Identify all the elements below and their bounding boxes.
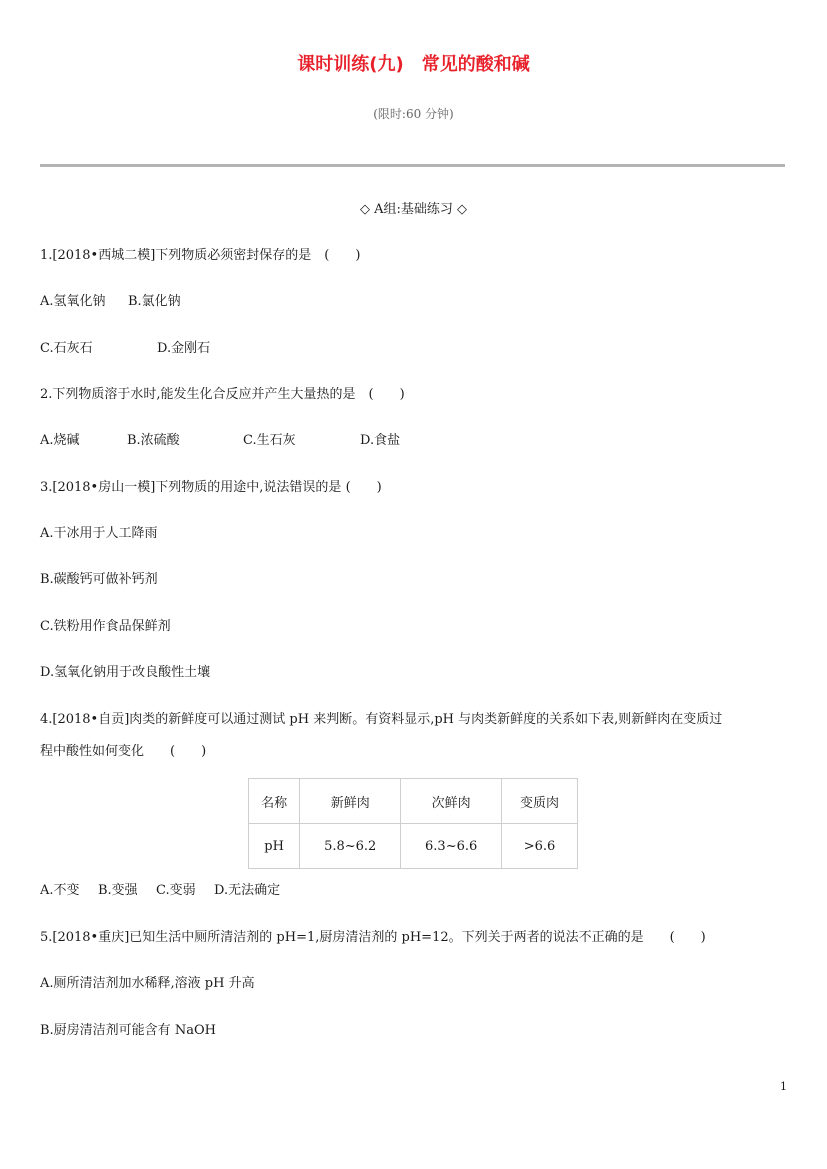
question-2-option-d: D.食盐 [360,433,401,448]
question-2-options [40,429,540,447]
table-header-cell: 变质肉 [502,779,578,824]
table-header-row [249,779,578,824]
question-4-stem-line2: 程中酸性如何变化 ( ) [40,744,207,759]
question-3-option-c: C.铁粉用作食品保鲜剂 [40,619,171,634]
question-4-option-b: B.变强 [98,883,138,898]
question-2-option-b: B.浓硫酸 [127,433,180,448]
table-header-cell: 次鲜肉 [401,779,502,824]
question-2-stem: 2.下列物质溶于水时,能发生化合反应并产生大量热的是 ( ) [40,387,405,402]
table-header-cell: 新鲜肉 [300,779,401,824]
question-1-options-row1 [40,290,440,308]
table-cell: >6.6 [502,824,578,869]
question-1-option-d: D.金刚石 [157,341,211,356]
question-1-option-b: B.氯化钠 [128,294,181,309]
question-1-stem: 1.[2018•西城二模]下列物质必须密封保存的是 ( ) [40,248,361,263]
group-a-heading: ◇ A组:基础练习 ◇ [359,202,468,217]
table-cell: 5.8~6.2 [300,824,401,869]
ph-freshness-table [248,778,578,869]
question-4-option-a: A.不变 [40,883,80,898]
table-header-cell: 名称 [249,779,300,824]
question-2-option-c: C.生石灰 [243,433,296,448]
question-5-stem: 5.[2018•重庆]已知生活中厕所清洁剂的 pH=1,厨房清洁剂的 pH=12。下列关于两者的说法不正确的是 ( ) [40,930,706,945]
time-limit: (限时:60 分钟) [373,107,454,121]
question-1-option-a: A.氢氧化钠 [40,294,106,309]
question-5-option-a: A.厕所清洁剂加水稀释,溶液 pH 升高 [40,976,255,991]
question-1-option-c: C.石灰石 [40,341,93,356]
question-2-option-a: A.烧碱 [40,433,80,448]
divider-rule [40,164,785,167]
table-cell: 6.3~6.6 [401,824,502,869]
page-number: 1 [780,1080,787,1093]
table-cell: pH [249,824,300,869]
question-4-options [40,879,440,897]
question-4-option-d: D.无法确定 [214,883,281,898]
question-3-option-a: A.干冰用于人工降雨 [40,526,158,541]
question-3-option-d: D.氢氧化钠用于改良酸性土壤 [40,665,211,680]
question-3-stem: 3.[2018•房山一模]下列物质的用途中,说法错误的是 ( ) [40,480,382,495]
page-title: 课时训练(九) 常见的酸和碱 [297,54,530,75]
question-4-option-c: C.变弱 [156,883,196,898]
question-4-stem-line1: 4.[2018•自贡]肉类的新鲜度可以通过测试 pH 来判断。有资料显示,pH 与肉类新鲜度的关系如下表,则新鲜肉在变质过 [40,712,723,727]
question-1-options-row2 [40,337,440,355]
table-row [249,824,578,869]
question-3-option-b: B.碳酸钙可做补钙剂 [40,572,158,587]
question-5-option-b: B.厨房清洁剂可能含有 NaOH [40,1023,216,1038]
